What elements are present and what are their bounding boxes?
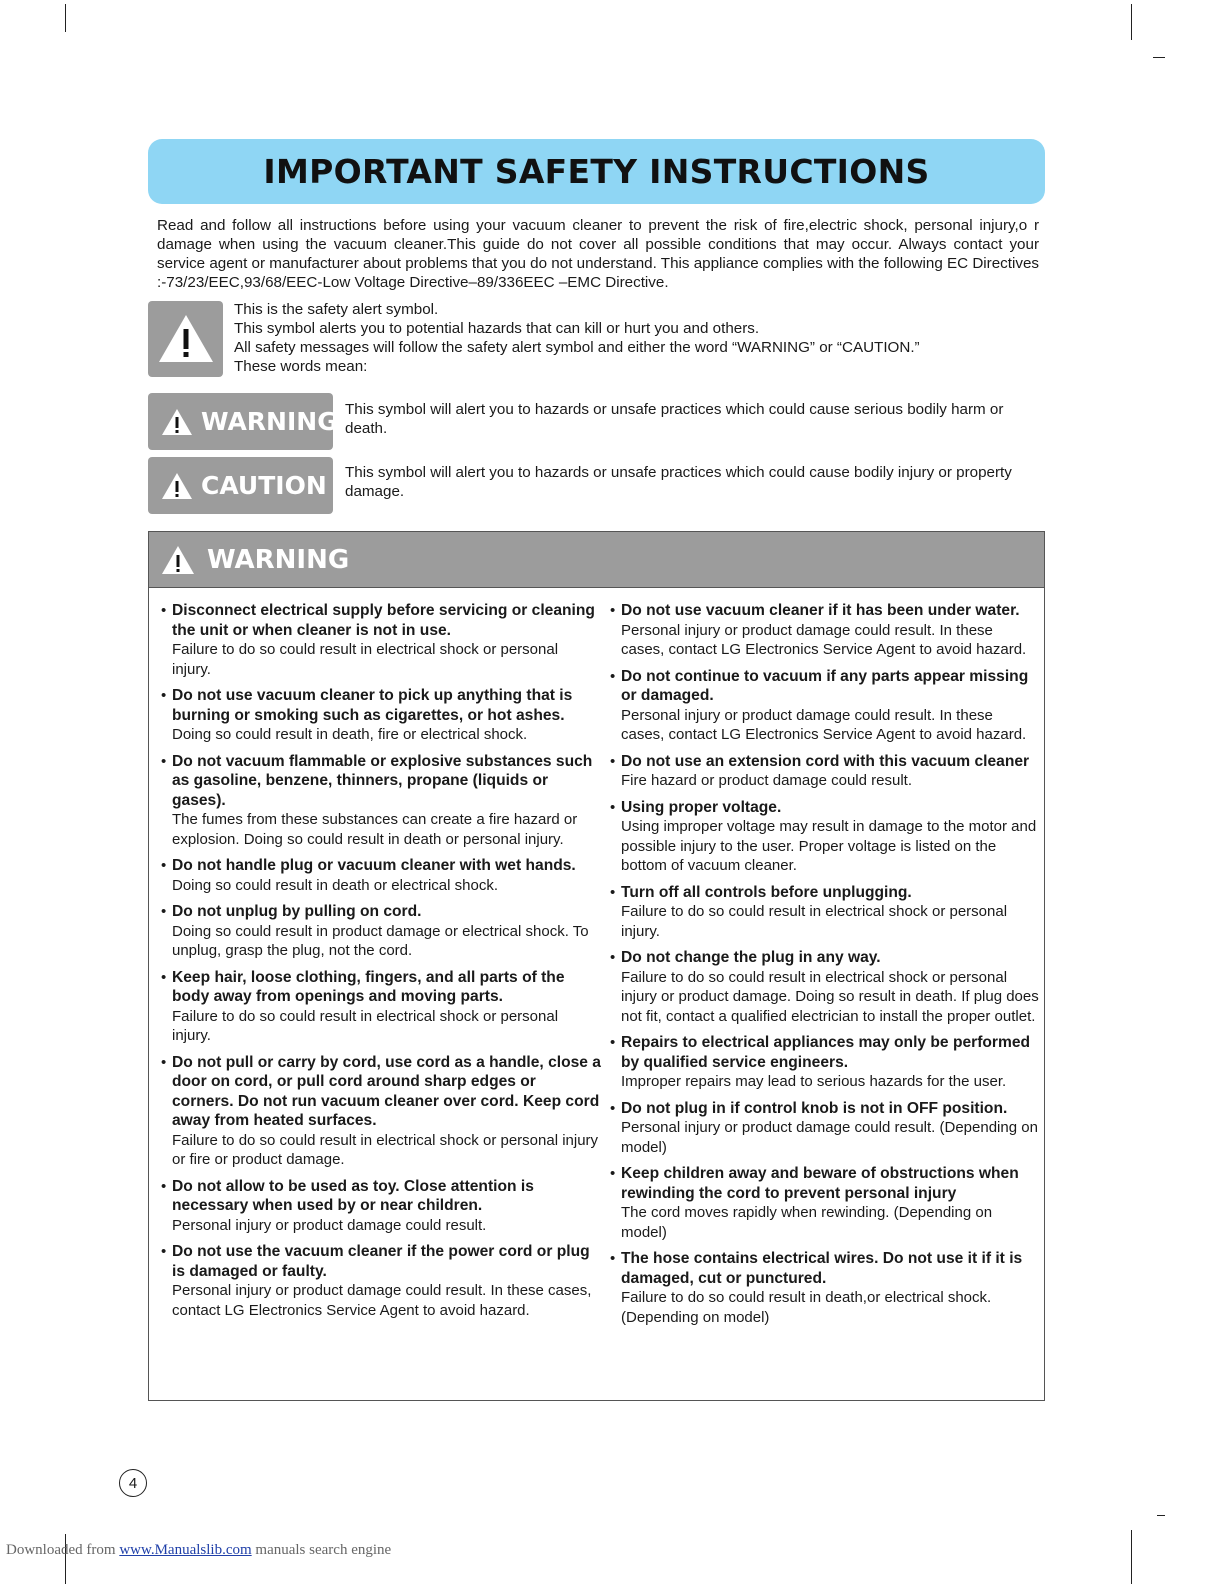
warning-item <box>610 1249 1040 1327</box>
warning-item-heading: Keep hair, loose clothing, fingers, and all parts of the body away from openings and moving parts. <box>172 968 565 1005</box>
warning-triangle-icon <box>161 545 195 575</box>
warning-item <box>161 686 601 745</box>
warning-item-heading: Do not vacuum flammable or explosive substances such as gasoline, benzene, thinners, propane (liquids or gases). <box>172 752 593 809</box>
page-title: IMPORTANT SAFETY INSTRUCTIONS <box>263 152 930 191</box>
warning-item-heading: Do not handle plug or vacuum cleaner with wet hands. <box>172 857 576 874</box>
warning-item-body: Failure to do so could result in electrical shock or personal injury or fire or product damage. <box>172 1131 599 1168</box>
warning-item-heading: The hose contains electrical wires. Do not use it if it is damaged, cut or punctured. <box>621 1250 1023 1287</box>
warning-item-body: Using improper voltage may result in damage to the motor and possible injury to the user. Proper voltage is listed on the bottom of vacuum cleaner. <box>621 818 1037 874</box>
bullet: • <box>610 798 616 816</box>
warning-item-heading: Do not unplug by pulling on cord. <box>172 903 422 920</box>
warning-column-left <box>161 601 601 1327</box>
warning-item-heading: Disconnect electrical supply before servicing or cleaning the unit or when cleaner is not in use. <box>172 602 595 639</box>
warning-item-body: Doing so could result in death or electrical shock. <box>172 876 499 894</box>
warning-item <box>161 752 601 850</box>
footer-suffix: manuals search engine <box>255 1542 392 1558</box>
alert-line: This is the safety alert symbol. <box>234 301 439 318</box>
bullet: • <box>161 1243 167 1260</box>
bullet: • <box>610 602 616 619</box>
crop-mark <box>65 4 66 32</box>
warning-item-body: Doing so could result in death, fire or electrical shock. <box>172 726 528 743</box>
warning-item-heading: Do not plug in if control knob is not in OFF position. <box>621 1099 1008 1117</box>
warning-item-heading: Do not use the vacuum cleaner if the power cord or plug is damaged or faulty. <box>172 1243 590 1280</box>
intro-paragraph: Read and follow all instructions before using your vacuum cleaner to prevent the risk of fire,electric shock, personal injury,o r damage when using the vacuum cleaner.This guide do not cover all possible conditions that may occur. Always contact your service agent or manufacturer about problems that you do not understand. This appliance complies with the following EC Directives :-73/23/EEC,93/68/EEC-Low Voltage Directive–89/336EEC –EMC Directive. <box>157 217 1039 291</box>
caution-label: CAUTION <box>201 471 327 500</box>
warning-item-body: Failure to do so could result in electrical shock or personal injury. <box>621 903 1008 940</box>
bullet: • <box>610 752 616 770</box>
warning-item-heading: Do not pull or carry by cord, use cord as a handle, close a door on cord, or pull cord around sharp edges or corners. Do not run vacuum cleaner over cord. Keep cord away from heated surfaces. <box>172 1053 601 1129</box>
warning-triangle-icon <box>161 408 193 436</box>
footer-prefix: Downloaded from <box>6 1542 116 1558</box>
warning-item <box>610 601 1040 660</box>
alert-line: This symbol alerts you to potential hazards that can kill or hurt you and others. <box>234 320 760 337</box>
alert-line: These words mean: <box>234 358 368 375</box>
bullet: • <box>161 903 167 920</box>
bullet: • <box>161 602 167 619</box>
crop-mark <box>1131 4 1132 40</box>
warning-item <box>161 902 601 961</box>
bullet: • <box>610 1034 616 1051</box>
caution-badge <box>148 457 333 514</box>
warning-item-body: Failure to do so could result in electrical shock or personal injury. <box>172 1007 559 1044</box>
warning-description: This symbol will alert you to hazards or unsafe practices which could cause serious bodily harm or death. <box>345 401 1004 437</box>
warning-item-body: Personal injury or product damage could result. In these cases, contact LG Electronics Service Agent to avoid hazard. <box>621 706 1027 743</box>
alert-line: All safety messages will follow the safety alert symbol and either the word “WARNING” or “CAUTION.” <box>234 339 920 356</box>
warning-item <box>610 667 1040 745</box>
warning-item-body: Personal injury or product damage could result. (Depending on model) <box>621 1119 1038 1156</box>
warning-triangle-icon <box>156 312 216 366</box>
warning-item-body: The cord moves rapidly when rewinding. (Depending on model) <box>621 1204 993 1241</box>
warning-item-heading: Do not change the plug in any way. <box>621 949 881 966</box>
warning-item-heading: Do not use vacuum cleaner if it has been under water. <box>621 602 1020 619</box>
caution-description: This symbol will alert you to hazards or unsafe practices which could cause bodily injury or property damage. <box>345 464 1012 500</box>
bullet: • <box>161 857 167 874</box>
warning-item-heading: Do not use vacuum cleaner to pick up anything that is burning or smoking such as cigarettes, or hot ashes. <box>172 687 573 724</box>
bullet: • <box>610 1165 616 1182</box>
warning-label: WARNING <box>201 407 338 436</box>
warning-item-heading: Do not use an extension cord with this vacuum cleaner <box>621 752 1030 770</box>
warning-item-heading: Do not continue to vacuum if any parts appear missing or damaged. <box>621 667 1029 704</box>
warning-item <box>161 968 601 1046</box>
warning-item <box>161 1242 601 1320</box>
bullet: • <box>161 1177 167 1195</box>
warning-item <box>610 1099 1040 1158</box>
safety-alert-explanation <box>234 300 1034 376</box>
warning-badge <box>148 393 338 450</box>
warning-item-heading: Turn off all controls before unplugging. <box>621 883 912 901</box>
page-number: 4 <box>119 1469 147 1497</box>
safety-alert-symbol <box>148 301 223 377</box>
warning-item <box>610 1033 1040 1092</box>
crop-mark <box>1153 57 1165 58</box>
warning-item-heading: Keep children away and beware of obstructions when rewinding the cord to prevent personal injury <box>621 1165 1019 1202</box>
bullet: • <box>610 1099 616 1117</box>
bullet: • <box>610 949 616 966</box>
warning-item-body: Personal injury or product damage could result. In these cases, contact LG Electronics Service Agent to avoid hazard. <box>621 621 1027 658</box>
warning-item <box>161 1053 601 1170</box>
warning-item <box>161 601 601 679</box>
warning-item-body: Failure to do so could result in electrical shock or personal injury. <box>172 641 559 678</box>
warning-triangle-icon <box>161 472 193 500</box>
crop-mark <box>1157 1515 1165 1516</box>
warning-section-header <box>149 532 1044 588</box>
warning-item-heading: Using proper voltage. <box>621 798 782 816</box>
warning-column-right <box>610 601 1040 1334</box>
warning-item-body: Failure to do so could result in death,or electrical shock. (Depending on model) <box>621 1289 992 1326</box>
warning-item <box>161 1177 601 1236</box>
warning-item-body: Fire hazard or product damage could result. <box>621 772 912 789</box>
warning-item-body: Doing so could result in product damage or electrical shock. To unplug, grasp the plug, not the cord. <box>172 922 589 959</box>
warning-item-body: Personal injury or product damage could result. In these cases, contact LG Electronics Service Agent to avoid hazard. <box>172 1282 592 1319</box>
warning-item-body: Failure to do so could result in electrical shock or personal injury or product damage. Doing so result in death. If plug does not fit, contact a qualified electrician to install the proper outlet. <box>621 968 1039 1025</box>
manualslib-link[interactable]: www.Manualslib.com <box>119 1542 252 1558</box>
bullet: • <box>161 687 167 704</box>
warning-item-body: Personal injury or product damage could result. <box>172 1216 487 1234</box>
title-banner <box>148 139 1045 204</box>
warning-section <box>148 531 1045 1401</box>
warning-item <box>610 948 1040 1026</box>
bullet: • <box>610 1250 616 1267</box>
bullet: • <box>161 752 167 770</box>
download-footer <box>6 1542 391 1559</box>
warning-item-heading: Repairs to electrical appliances may only be performed by qualified service engineers. <box>621 1034 1031 1071</box>
bullet: • <box>161 968 167 986</box>
crop-mark <box>1131 1530 1132 1584</box>
bullet: • <box>610 883 616 901</box>
warning-section-title: WARNING <box>207 544 350 575</box>
warning-item <box>610 798 1040 876</box>
warning-item-body: Improper repairs may lead to serious hazards for the user. <box>621 1073 1007 1090</box>
warning-item-heading: Do not allow to be used as toy. Close attention is necessary when used by or near children. <box>172 1177 534 1214</box>
bullet: • <box>161 1053 167 1071</box>
warning-item-body: The fumes from these substances can create a fire hazard or explosion. Doing so could result in death or personal injury. <box>172 811 578 848</box>
warning-item <box>161 856 601 895</box>
warning-item <box>610 752 1040 791</box>
warning-item <box>610 883 1040 942</box>
warning-item <box>610 1164 1040 1242</box>
bullet: • <box>610 667 616 685</box>
